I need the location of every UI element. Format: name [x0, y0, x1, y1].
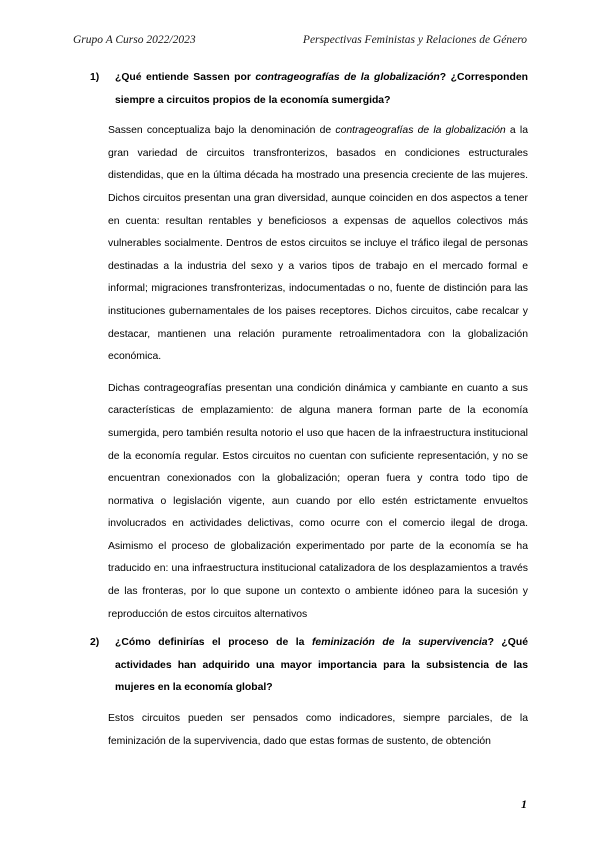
- paragraph-term: contrageografías de la globalización: [335, 125, 506, 137]
- question-2: [90, 632, 528, 700]
- page-number: 1: [521, 797, 527, 811]
- answer-paragraph: Estos circuitos pueden ser pensados como indicadores, siempre parciales, de la feminización de la supervivencia, dado que estas formas de sustento, de obtención: [108, 713, 528, 747]
- answer-paragraph: [90, 120, 528, 369]
- header-course: Grupo A Curso 2022/2023: [73, 34, 196, 46]
- answer-paragraph: Dichas contrageografías presentan una condición dinámica y cambiante en cuanto a sus características de emplazamiento: de alguna manera forman parte de la economía sumergida, pero también resulta notorio el uso que hacen de la infraestructura institucional de la economía regular. Estos circuitos no cuentan con suficiente representación, y no se encuentran conexionados con la globalización; operan fuera y contra todo tipo de normativa o legislación vigente, aun cuando por ello estén estrictamente envueltos involucrados en actividades delictivas, como ocurre con el comercio ilegal de droga. Asimismo el proceso de globalización experimentado por parte de la economía se ha traducido en: una infraestructura institucional catalizadora de los desplazamientos a través de las fronteras, por lo que supone un contexto o ambiente idóneo para la sucesión y reproducción de estos circuitos alternativos: [108, 382, 528, 620]
- question-text: [115, 632, 528, 700]
- question-text-end: ? ¿Corresponden siempre a circuitos propios de la economía sumergida?: [115, 72, 528, 106]
- paragraph-text-start: Sassen conceptualiza bajo la denominación de: [108, 125, 336, 137]
- question-term: contrageografías de la globalización: [255, 72, 440, 83]
- question-number: 2): [90, 637, 100, 649]
- question-text: [115, 67, 528, 112]
- question-text-start: ¿Cómo definirías el proceso de la: [115, 637, 312, 649]
- paragraph-text-end: a la gran variedad de circuitos transfronterizos, basados en condiciones estructurales distendidas, que en la última década ha mostrado una presencia creciente de las mujeres. Dichos circuitos presentan una gran diversidad, aunque coinciden en dos aspectos a tener en cuenta: resultan rentables y beneficiosos a expensas de aquellos colectivos más vulnerables socialmente. Dentros de estos circuitos se incluye el tráfico ilegal de personas destinadas a la industria del sexo y a varios tipos de trabajo en el mercado formal e informal; migraciones transfronterizas, indocumentadas o no, fuente de distinción para las instituciones gubernamentales de los paises receptores. Dichos circuitos, cabe recalcar y destacar, mantienen una relación puramente retroalimentadora con la globalización económica.: [108, 125, 528, 363]
- question-1: [90, 67, 528, 112]
- question-number: 1): [90, 72, 100, 83]
- question-text-end: ? ¿Qué actividades han adquirido una mayor importancia para la subsistencia de las mujeres en la economía global?: [115, 637, 528, 694]
- question-term: feminización de la supervivencia: [311, 637, 488, 649]
- question-text-start: ¿Qué entiende Sassen por: [115, 72, 256, 83]
- document-body: [90, 67, 528, 753]
- header-subject: Perspectivas Feministas y Relaciones de Género: [302, 34, 527, 46]
